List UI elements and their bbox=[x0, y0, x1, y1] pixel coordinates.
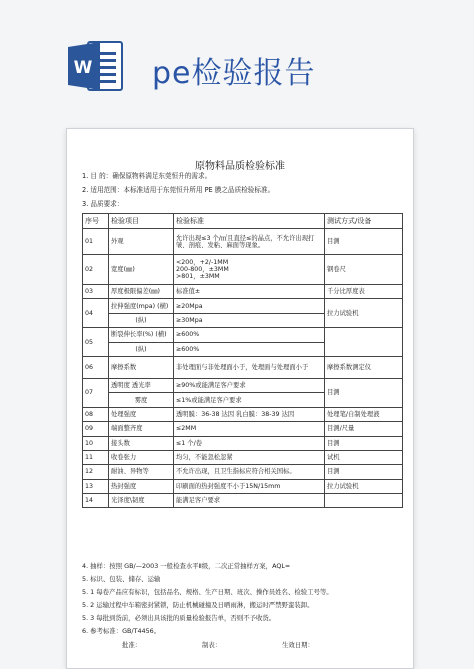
row-standard: ≤2MM bbox=[174, 422, 325, 436]
row-standard: 均匀，不能忽松忽紧 bbox=[174, 450, 325, 464]
signature-date: 生效日期： bbox=[282, 641, 314, 649]
row-item-label: 拉伸强度(mpa) bbox=[111, 302, 156, 310]
row-method bbox=[325, 328, 403, 357]
document-title: 原物料品质检验标准 bbox=[195, 161, 285, 172]
table-row bbox=[83, 479, 403, 493]
table-row bbox=[83, 299, 403, 313]
row-standard: 透明膜：36-38 达因 乳白膜：38-39 达因 bbox=[174, 407, 325, 421]
row-standard: ≥600% bbox=[174, 342, 325, 356]
row-standard: <200，+2/-1MM 200-800，±3MM >801，±3MM bbox=[174, 255, 325, 285]
row-item: 处理强度 bbox=[109, 407, 174, 421]
banner bbox=[0, 0, 474, 100]
row-method: 千分比厚度表 bbox=[325, 285, 403, 299]
row-no: 11 bbox=[83, 450, 109, 464]
row-method: 目测 bbox=[325, 465, 403, 479]
row-no: 09 bbox=[83, 422, 109, 436]
table-header-row bbox=[83, 214, 403, 229]
row-standard: ≥30Mpa bbox=[174, 313, 325, 327]
table-row bbox=[83, 229, 403, 255]
row-item: 厚度极限偏差(㎜) bbox=[109, 285, 174, 299]
row-no: 10 bbox=[83, 436, 109, 450]
footer-report-rule: 5. 3 每批到货前，必须出具该批的质量检验报告单，否则不予收货。 bbox=[82, 614, 276, 622]
row-item: 宽度(㎜) bbox=[109, 255, 174, 285]
row-no: 13 bbox=[83, 479, 109, 493]
table-row bbox=[83, 465, 403, 479]
row-item: 端面整齐度 bbox=[109, 422, 174, 436]
row-method: 钢卷尺 bbox=[325, 255, 403, 285]
banner-title: pe检验报告 bbox=[152, 56, 316, 91]
row-no: 04 bbox=[83, 299, 109, 328]
row-item: 接头数 bbox=[109, 436, 174, 450]
document-page bbox=[66, 128, 414, 669]
row-no: 12 bbox=[83, 465, 109, 479]
row-standard: ≤1%或能满足客户要求 bbox=[174, 393, 325, 407]
row-standard: 能满足客户要求 bbox=[174, 494, 325, 508]
footer-label-rule: 5. 1 每卷产品应有标识，包括品名、规格、生产日期、班次、操作员姓名、检验工号等。 bbox=[82, 588, 333, 596]
row-standard: 标准值± bbox=[174, 285, 325, 299]
row-no: 14 bbox=[83, 494, 109, 508]
row-method: 目测 bbox=[325, 378, 403, 407]
row-method: 目测 bbox=[325, 229, 403, 255]
row-method: 目测/尺量 bbox=[325, 422, 403, 436]
row-item: 光泽度\韧度 bbox=[109, 494, 174, 508]
svg-text:W: W bbox=[73, 58, 93, 78]
row-standard: 印刷面的热封强度不小于15N/15mm bbox=[174, 479, 325, 493]
footer-transport-rule: 5. 2 运输过程中车箱密封紧锁，防止机械碰撞及日晒雨淋，搬运时严禁野蛮装卸。 bbox=[82, 601, 314, 609]
row-sub-label: (纵) bbox=[109, 342, 174, 356]
row-no: 08 bbox=[83, 407, 109, 421]
row-item: 收卷张力 bbox=[109, 450, 174, 464]
row-method bbox=[325, 494, 403, 508]
row-no: 03 bbox=[83, 285, 109, 299]
row-standard: ≥600% bbox=[174, 328, 325, 342]
table-row bbox=[83, 285, 403, 299]
row-item: 摩擦系数 bbox=[109, 356, 174, 378]
row-standard: ≥90%或能满足客户要求 bbox=[174, 378, 325, 392]
footer-sampling: 4. 抽样：按照 GB/—2003 一般检查水平Ⅱ级，二次正常抽样方案，AQL= bbox=[82, 562, 291, 570]
row-item-label: 透明度 bbox=[111, 382, 130, 390]
row-sub-label: (纵) bbox=[109, 313, 174, 327]
row-method: 拉力试验机 bbox=[325, 299, 403, 328]
footer-reference: 6. 参考标准：GB/T4456。 bbox=[82, 627, 161, 635]
row-method: 摩擦系数测定仪 bbox=[325, 356, 403, 378]
row-no: 02 bbox=[83, 255, 109, 285]
row-standard: ≤1 个/卷 bbox=[174, 436, 325, 450]
word-document-icon bbox=[66, 40, 126, 92]
row-no: 05 bbox=[83, 328, 109, 357]
row-no: 01 bbox=[83, 229, 109, 255]
header-item: 检验项目 bbox=[109, 214, 174, 229]
table-row bbox=[83, 356, 403, 378]
footer-labeling: 5. 标识、包装、储存、运输 bbox=[82, 575, 161, 583]
table-row bbox=[83, 494, 403, 508]
header-method: 测试方式/设备 bbox=[325, 214, 403, 229]
table-row bbox=[83, 422, 403, 436]
header-standard: 检验标准 bbox=[174, 214, 325, 229]
row-sub-label: (横) bbox=[155, 331, 167, 339]
row-item bbox=[109, 328, 174, 342]
table-row bbox=[83, 436, 403, 450]
row-item bbox=[109, 378, 174, 392]
header-no: 序号 bbox=[83, 214, 109, 229]
row-no: 06 bbox=[83, 356, 109, 378]
intro-purpose: 1. 目 的：确保原物料满足东莞恒升的需求。 bbox=[82, 172, 212, 180]
signature-approve: 批准： bbox=[122, 641, 142, 649]
table-row bbox=[83, 407, 403, 421]
row-item: 外观 bbox=[109, 229, 174, 255]
row-standard: ≥20Mpa bbox=[174, 299, 325, 313]
row-standard: 非处理面与非处理面小于，处理面与处理面小于 bbox=[174, 356, 325, 378]
signature-prepare: 制表： bbox=[202, 641, 222, 649]
row-standard: 不允许出现，且卫生指标应符合相关国标。 bbox=[174, 465, 325, 479]
row-sub-label: 透光率 bbox=[131, 382, 151, 390]
row-method: 试机 bbox=[325, 450, 403, 464]
row-method: 目测 bbox=[325, 436, 403, 450]
row-item bbox=[109, 299, 174, 313]
row-sub-label: 雾度 bbox=[109, 393, 174, 407]
table-row bbox=[83, 255, 403, 285]
row-item: 耐油、异物等 bbox=[109, 465, 174, 479]
row-method: 处理笔/自制处理液 bbox=[325, 407, 403, 421]
intro-scope: 2. 适用范围：本标准适用于东莞恒升所用 PE 膜之品质检验标准。 bbox=[82, 186, 275, 194]
row-item-label: 断裂伸长率(%) bbox=[111, 331, 154, 339]
table-row bbox=[83, 328, 403, 342]
intro-quality: 3. 品质要求： bbox=[82, 200, 124, 208]
table-row bbox=[83, 450, 403, 464]
row-no: 07 bbox=[83, 378, 109, 407]
row-standard: 允许出现≤3 个/㎡且直径≤的晶点，不允许出现打皱、剖痕、发粘、麻面等现象。 bbox=[174, 229, 325, 255]
row-sub-label: (横) bbox=[157, 302, 169, 310]
row-method: 拉力试验机 bbox=[325, 479, 403, 493]
inspection-standard-table bbox=[82, 213, 403, 508]
row-item: 热封强度 bbox=[109, 479, 174, 493]
table-row bbox=[83, 378, 403, 392]
